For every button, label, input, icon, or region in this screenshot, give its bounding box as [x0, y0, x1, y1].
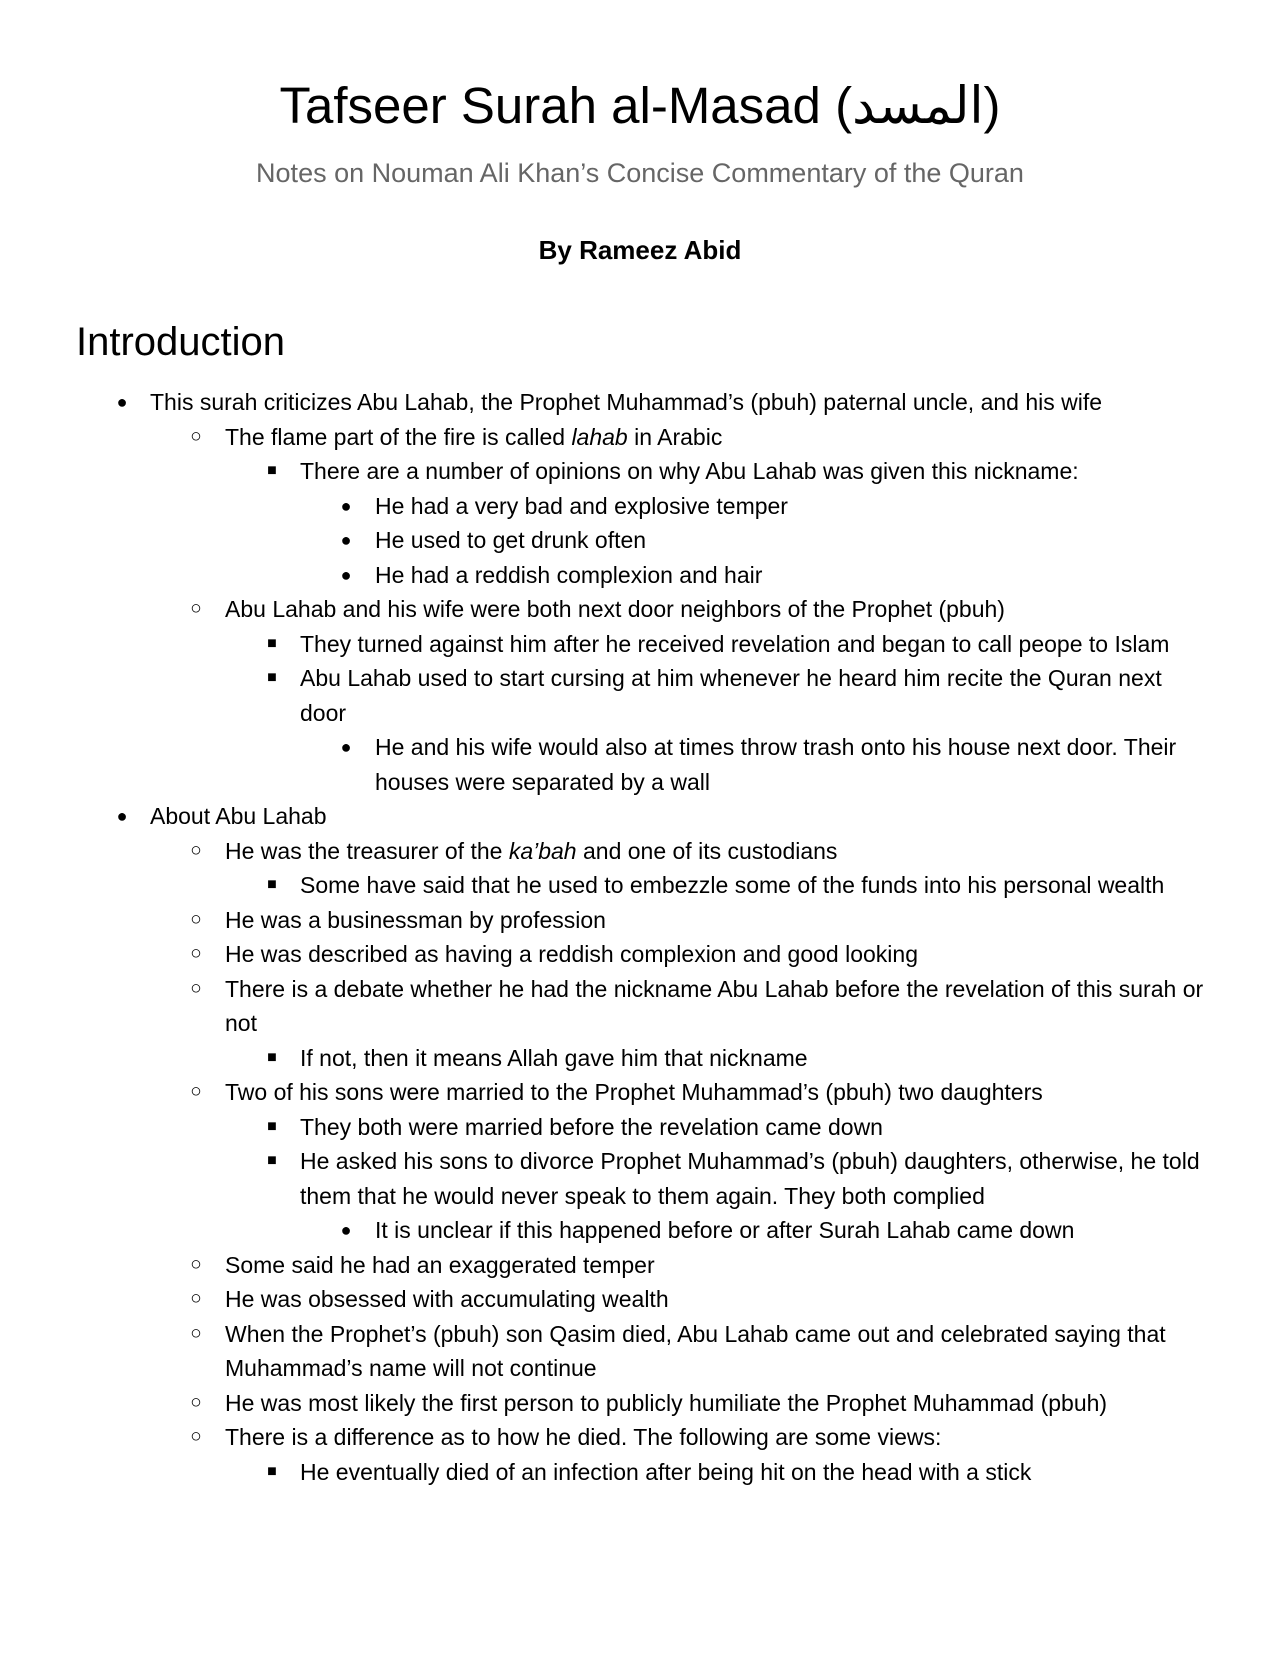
outline-item-text: He was the treasurer of the ka’bah and one of its custodians	[225, 837, 838, 864]
outline-item-text: They both were married before the revelation came down	[300, 1113, 883, 1140]
outline-item-level-3	[0, 627, 1280, 662]
bullet-outline	[0, 385, 1280, 1489]
outline-item-text: The flame part of the fire is called lahab in Arabic	[225, 423, 723, 450]
bullet-marker-icon: ■	[267, 1152, 277, 1169]
section-heading-introduction: Introduction	[76, 320, 286, 364]
outline-item-level-4	[0, 558, 1280, 593]
outline-item-level-2	[0, 420, 1280, 455]
outline-item-text: He had a very bad and explosive temper	[375, 492, 788, 519]
outline-item-level-4	[0, 730, 1280, 799]
outline-item-text: He and his wife would also at times throw trash onto his house next door. Their houses were separated by a wall	[375, 734, 1177, 795]
outline-item-level-2	[0, 1317, 1280, 1386]
bullet-marker-icon: ●	[340, 737, 352, 757]
bullet-marker-icon: ●	[340, 530, 352, 550]
bullet-marker-icon: ○	[190, 1253, 202, 1275]
outline-item-text: He eventually died of an infection after being hit on the head with a stick	[300, 1458, 1032, 1485]
bullet-marker-icon: ●	[340, 1220, 352, 1240]
bullet-marker-icon: ■	[267, 462, 277, 479]
bullet-marker-icon: ■	[267, 1117, 277, 1135]
bullet-marker-icon: ○	[190, 977, 202, 999]
outline-item-text: He used to get drunk often	[375, 527, 647, 553]
bullet-marker-icon: ■	[267, 1048, 277, 1066]
outline-item-text: When the Prophet’s (pbuh) son Qasim died, Abu Lahab came out and celebrated saying that Muhammad’s name will not continue	[225, 1320, 1166, 1381]
outline-item-level-2	[0, 972, 1280, 1041]
outline-item-text: There is a debate whether he had the nickname Abu Lahab before the revelation of this surah or not	[225, 975, 1204, 1036]
outline-item-level-3	[0, 1110, 1280, 1145]
bullet-marker-icon: ○	[190, 1322, 202, 1344]
outline-item-level-2	[0, 937, 1280, 972]
outline-item-level-2	[0, 1420, 1280, 1455]
outline-item-text: Some said he had an exaggerated temper	[225, 1251, 655, 1278]
bullet-marker-icon: ●	[116, 392, 128, 412]
outline-item-level-2	[0, 1386, 1280, 1421]
outline-item-level-3	[0, 1041, 1280, 1076]
outline-item-text: Some have said that he used to embezzle some of the funds into his personal wealth	[300, 872, 1165, 898]
outline-item-text: He was described as having a reddish complexion and good looking	[225, 941, 918, 967]
outline-item-level-3	[0, 1144, 1280, 1213]
outline-item-level-3	[0, 1455, 1280, 1490]
outline-item-text: There is a difference as to how he died. The following are some views:	[225, 1424, 942, 1450]
bullet-marker-icon: ○	[190, 1081, 202, 1102]
bullet-marker-icon: ■	[267, 634, 277, 652]
bullet-marker-icon: ○	[190, 943, 202, 964]
outline-item-text: It is unclear if this happened before or after Surah Lahab came down	[375, 1217, 1075, 1243]
bullet-marker-icon: ●	[340, 495, 352, 516]
outline-item-text: This surah criticizes Abu Lahab, the Prophet Muhammad’s (pbuh) paternal uncle, and his wife	[150, 389, 1103, 415]
outline-item-text: He was a businessman by profession	[225, 906, 606, 933]
outline-item-text: He had a reddish complexion and hair	[375, 561, 763, 588]
outline-item-text: They turned against him after he received revelation and began to call peope to Islam	[300, 630, 1170, 657]
outline-item-level-4	[0, 523, 1280, 558]
outline-item-text: He asked his sons to divorce Prophet Muhammad’s (pbuh) daughters, otherwise, he told them that he would never speak to them again. They both complied	[300, 1148, 1200, 1209]
outline-item-text: There are a number of opinions on why Abu Lahab was given this nickname:	[300, 458, 1079, 484]
outline-item-level-2	[0, 1075, 1280, 1110]
bullet-marker-icon: ●	[116, 806, 128, 826]
document-author: By Rameez Abid	[538, 235, 742, 265]
bullet-marker-icon: ○	[190, 839, 202, 861]
emphasized-term: lahab	[571, 423, 628, 450]
outline-item-text: Two of his sons were married to the Prophet Muhammad’s (pbuh) two daughters	[225, 1079, 1043, 1105]
outline-item-level-4	[0, 1213, 1280, 1248]
emphasized-term: ka’bah	[508, 837, 577, 864]
bullet-marker-icon: ○	[190, 908, 202, 930]
bullet-marker-icon: ○	[190, 1391, 202, 1413]
outline-item-text: He was obsessed with accumulating wealth	[225, 1286, 669, 1312]
bullet-marker-icon: ○	[190, 1426, 202, 1447]
outline-item-level-3	[0, 868, 1280, 903]
outline-item-level-1	[0, 385, 1280, 420]
outline-item-text: Abu Lahab used to start cursing at him whenever he heard him recite the Quran next door	[300, 665, 1162, 726]
outline-item-level-3	[0, 454, 1280, 489]
bullet-marker-icon: ○	[190, 598, 202, 619]
bullet-marker-icon: ●	[340, 564, 352, 585]
outline-item-text: Abu Lahab and his wife were both next door neighbors of the Prophet (pbuh)	[225, 596, 1005, 622]
outline-item-text: He was most likely the first person to publicly humiliate the Prophet Muhammad (pbuh)	[225, 1389, 1108, 1416]
bullet-marker-icon: ○	[190, 425, 202, 447]
outline-item-level-1	[0, 799, 1280, 834]
bullet-marker-icon: ○	[190, 1288, 202, 1309]
outline-item-level-2	[0, 903, 1280, 938]
bullet-marker-icon: ■	[267, 876, 277, 893]
outline-item-level-2	[0, 592, 1280, 627]
bullet-marker-icon: ■	[267, 1462, 277, 1480]
outline-item-level-2	[0, 1248, 1280, 1283]
outline-item-level-2	[0, 1282, 1280, 1317]
outline-item-level-4	[0, 489, 1280, 524]
outline-item-text: If not, then it means Allah gave him that nickname	[300, 1044, 808, 1071]
document-subtitle: Notes on Nouman Ali Khan’s Concise Commentary of the Quran	[256, 158, 1024, 188]
document-title: Tafseer Surah al-Masad (المسد)	[279, 77, 1001, 134]
bullet-marker-icon: ■	[267, 669, 277, 686]
outline-item-text: About Abu Lahab	[150, 803, 327, 829]
outline-item-level-2	[0, 834, 1280, 869]
outline-item-level-3	[0, 661, 1280, 730]
